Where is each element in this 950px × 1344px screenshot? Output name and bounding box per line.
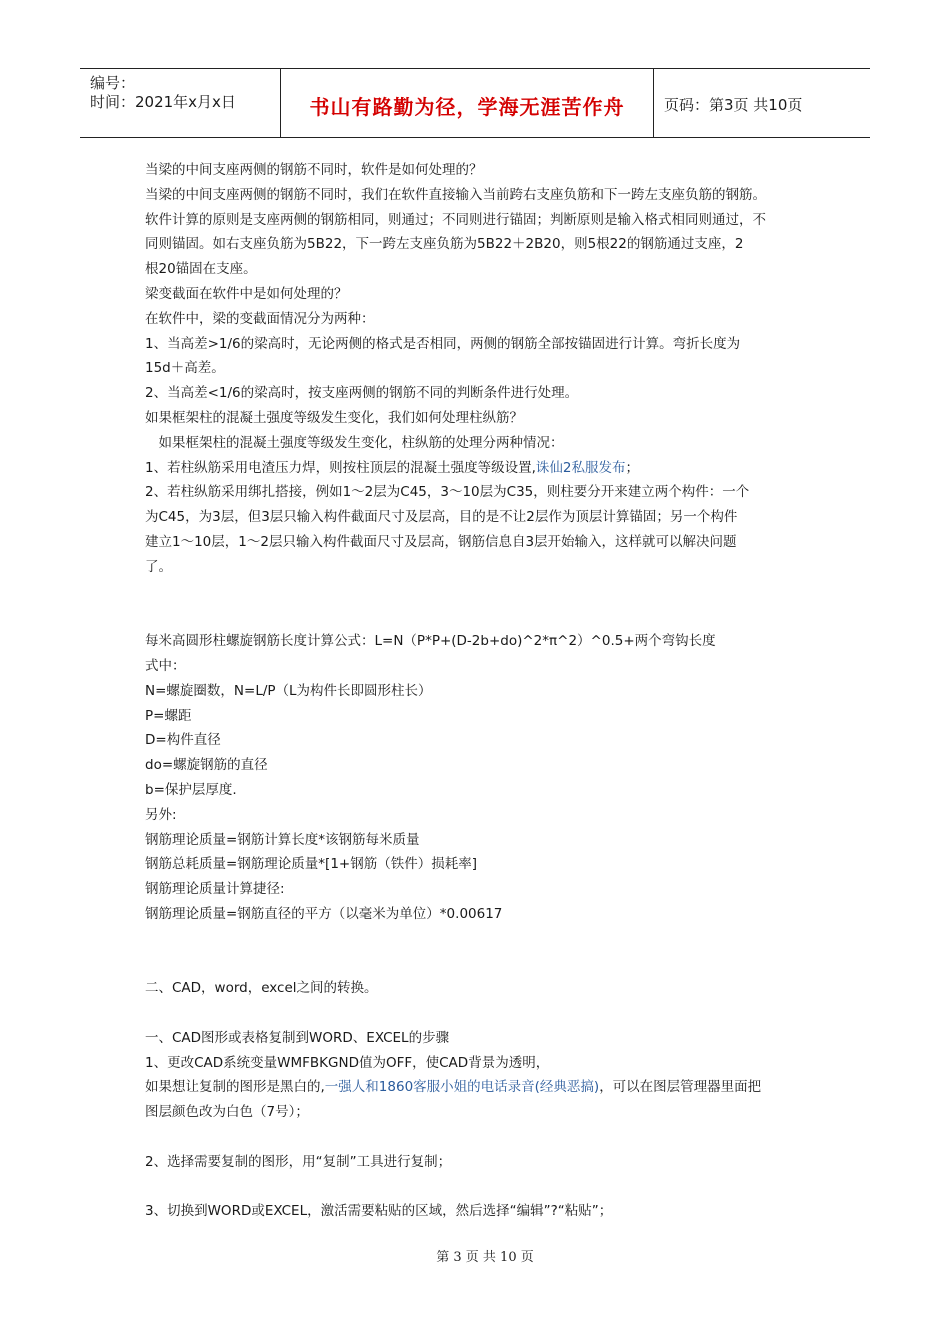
body-text: 式中： [145,657,186,674]
body-text: 1、更改CAD系统变量WMFBKGND值为OFF，使CAD背景为透明， [145,1054,550,1071]
question-heading: 梁变截面在软件中是如何处理的？ [145,285,348,302]
body-text: 2、当高差<1/6的梁高时，按支座两侧的钢筋不同的判断条件进行处理。 [145,385,579,402]
document-body [145,158,810,1224]
body-text: 当梁的中间支座两侧的钢筋不同时，我们在软件直接输入当前跨右支座负筋和下一跨左支座负筋的钢筋。 [145,186,766,203]
section-heading: 一、CAD图形或表格复制到WORD、EXCEL的步骤 [145,1029,450,1046]
body-text: D=构件直径 [145,732,221,749]
body-text: ，可以在图层管理器里面把 [599,1079,762,1096]
body-text: 另外: [145,806,177,823]
body-text: N=螺旋圈数，N=L/P（L为构件长即圆形柱长） [145,682,432,699]
body-text: 钢筋理论质量=钢筋计算长度*该钢筋每米质量 [145,831,420,848]
body-text: 3、切换到WORD或EXCEL，激活需要粘贴的区域，然后选择“编辑”?“粘贴”； [145,1203,613,1220]
body-text: 1、当高差>1/6的梁高时，无论两侧的格式是否相同，两侧的钢筋全部按锚固进行计算。弯折长度为 [145,335,741,352]
question-heading: 当梁的中间支座两侧的钢筋不同时，软件是如何处理的？ [145,162,483,178]
body-text: 建立1～10层，1～2层只输入构件截面尺寸及层高，钢筋信息自3层开始输入，这样就可以解决问题 [145,533,737,550]
body-text: 图层颜色改为白色（7号）； [145,1104,309,1121]
spacer [145,1001,810,1026]
spacer [145,927,810,977]
body-text: 根20锚固在支座。 [145,261,257,278]
page-header [80,68,870,138]
page-number-label: 页码：第3页 共10页 [664,96,803,114]
body-text: 为C45，为3层，但3层只输入构件截面尺寸及层高，目的是不让2层作为顶层计算锚固；另一个构件 [145,509,738,526]
body-text: 在软件中，梁的变截面情况分为两种： [145,310,375,327]
body-text: P=螺距 [145,707,192,724]
section-heading: 二、CAD，word，excel之间的转换。 [145,980,378,997]
header-motto-cell [281,69,654,137]
body-text: 1、若柱纵筋采用电渣压力焊，则按柱顶层的混凝土强度等级设置, [145,459,536,476]
formula-text: 每米高圆形柱螺旋钢筋长度计算公式：L=N（P*P+(D-2b+do)^2*π^2）^0.5+两个弯钩长度 [145,633,716,650]
inline-link[interactable]: 一强人和1860客服小姐的电话录音(经典恶搞) [324,1079,600,1096]
number-label: 编号： [90,74,136,92]
page-footer: 第 3 页 共 10 页 [436,1250,534,1265]
body-text: do=螺旋钢筋的直径 [145,757,268,774]
spacer [145,1125,810,1150]
header-meta-cell [80,69,281,137]
motto-text: 书山有路勤为径，学海无涯苦作舟 [309,95,625,119]
body-text: 钢筋理论质量计算捷径: [145,881,285,898]
body-text: 15d＋高差。 [145,360,225,377]
body-text: 如果想让复制的图形是黑白的, [145,1079,325,1096]
body-text: 了。 [145,558,172,575]
body-text: 软件计算的原则是支座两侧的钢筋相同，则通过；不同则进行锚固；判断原则是输入格式相同则通过，不 [145,211,766,228]
body-text-with-link [145,1075,810,1100]
body-text: ； [625,459,639,476]
body-text: 钢筋理论质量=钢筋直径的平方（以毫米为单位）*0.00617 [145,905,503,922]
spacer [145,580,810,630]
body-text-with-link [145,456,810,481]
body-text: 2、若柱纵筋采用绑扎搭接，例如1～2层为C45，3～10层为C35，则柱要分开来建立两个构件：一个 [145,484,750,501]
question-heading: 如果框架柱的混凝土强度等级发生变化，我们如何处理柱纵筋？ [145,409,523,426]
spacer [145,1175,810,1200]
body-text: 钢筋总耗质量=钢筋理论质量*[1+钢筋（铁件）损耗率] [145,856,477,873]
time-label: 时间：2021年x月x日 [90,93,236,111]
header-page-cell [654,69,870,137]
body-text: 如果框架柱的混凝土强度等级发生变化，柱纵筋的处理分两种情况： [145,434,564,451]
inline-link[interactable]: 诛仙2私服发布 [535,459,626,476]
body-text: 2、选择需要复制的图形，用“复制”工具进行复制； [145,1153,452,1170]
body-text: b=保护层厚度. [145,781,237,798]
body-text: 同则锚固。如右支座负筋为5B22，下一跨左支座负筋为5B22＋2B20，则5根22的钢筋通过支座，2 [145,236,744,253]
